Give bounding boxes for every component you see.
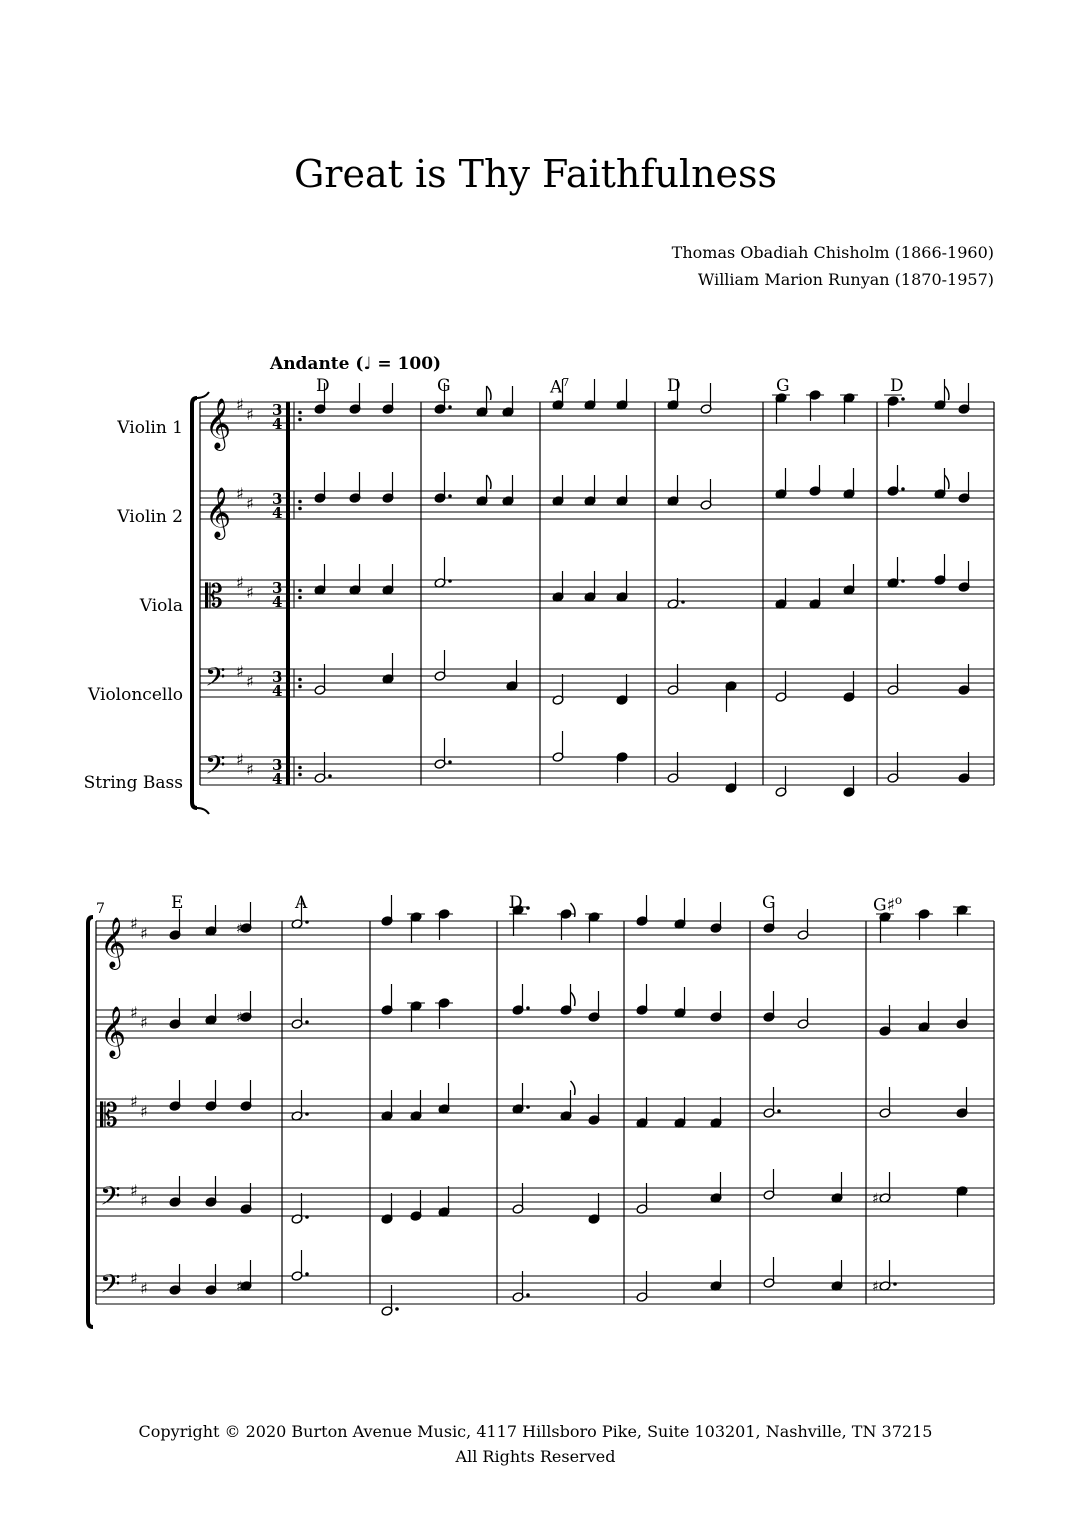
repeat-dot (298, 685, 302, 689)
time-signature: 3 (272, 401, 283, 419)
instrument-label-viola: Viola (139, 596, 183, 616)
copyright-notice: Copyright © 2020 Burton Avenue Music, 4117 Hillsboro Pike, Suite 103201, Nashville, TN 37215 (138, 1422, 933, 1441)
repeat-dot (298, 678, 302, 682)
time-signature: 4 (272, 504, 283, 522)
clef-icon: 𝄞 (100, 917, 127, 968)
instrument-label-violin-1: Violin 1 (117, 418, 183, 438)
page-title: Great is Thy Faithfulness (293, 152, 778, 196)
clef-icon: 𝄢 (205, 661, 226, 699)
clef-icon: 𝄞 (205, 398, 232, 449)
bracket-hook (197, 808, 209, 814)
sharp-icon: ♯ (236, 921, 243, 937)
chord-symbol: G (762, 893, 776, 913)
note-head-dot (448, 494, 452, 498)
system-bracket (88, 917, 93, 1327)
lyricist: Thomas Obadiah Chisholm (1866-1960) (671, 243, 994, 262)
sharp-icon: ♯ (872, 1191, 879, 1207)
composer: William Marion Runyan (1870-1957) (697, 270, 994, 289)
time-signature: 3 (272, 579, 283, 597)
sharp-icon: ♯ (246, 494, 254, 513)
rights-notice: All Rights Reserved (455, 1447, 616, 1466)
sharp-icon: ♯ (130, 1092, 138, 1111)
repeat-dot (298, 596, 302, 600)
time-signature: 4 (272, 770, 283, 788)
chord-symbol: A (295, 893, 308, 913)
sharp-icon: ♯ (872, 1279, 879, 1295)
time-signature: 4 (272, 415, 283, 433)
repeat-dot (298, 507, 302, 511)
sharp-icon: ♯ (236, 573, 244, 592)
chord-symbol: G♯$^o$ (873, 893, 903, 916)
chord-symbol: E (171, 893, 184, 913)
note-head-dot (448, 579, 452, 583)
instrument-label-string-bass: String Bass (83, 773, 183, 793)
chord-symbol: D (316, 376, 330, 396)
repeat-dot (298, 418, 302, 422)
sharp-icon: ♯ (140, 1279, 148, 1298)
clef-icon: 𝄡 (100, 1096, 118, 1134)
sharp-icon: ♯ (130, 914, 138, 933)
sharp-icon: ♯ (236, 750, 244, 769)
measure-number: 7 (96, 901, 105, 917)
note-head-dot (305, 1215, 309, 1219)
repeat-dot (298, 773, 302, 777)
note-head-dot (526, 1105, 530, 1109)
note-head-dot (777, 1109, 781, 1113)
note-head-dot (305, 1272, 309, 1276)
chord-symbol: $A^7$ (550, 376, 570, 398)
note-head-dot (328, 774, 332, 778)
tempo-marking: Andante (♩ = 100) (270, 354, 442, 374)
note-head-dot (448, 760, 452, 764)
sharp-icon: ♯ (236, 662, 244, 681)
sharp-icon: ♯ (130, 1181, 138, 1200)
eighth-flag (571, 1081, 576, 1095)
sharp-icon: ♯ (236, 484, 244, 503)
eighth-flag (487, 475, 492, 489)
clef-icon: 𝄡 (205, 577, 223, 615)
note-head-dot (305, 920, 309, 924)
note-head-dot (526, 1293, 530, 1297)
note-head-dot (305, 1020, 309, 1024)
clef-icon: 𝄞 (205, 487, 232, 538)
instrument-label-violin-2: Violin 2 (117, 507, 183, 527)
chord-symbol: G (776, 376, 790, 396)
time-signature: 4 (272, 593, 283, 611)
note-head-dot (395, 1307, 399, 1311)
eighth-flag (487, 386, 492, 400)
time-signature: 3 (272, 756, 283, 774)
system-bracket (192, 398, 197, 808)
instrument-label-violoncello: Violoncello (88, 685, 183, 705)
clef-icon: 𝄢 (205, 749, 226, 787)
sharp-icon: ♯ (246, 672, 254, 691)
sharp-icon: ♯ (140, 924, 148, 943)
sharp-icon: ♯ (246, 583, 254, 602)
clef-icon: 𝄢 (100, 1180, 121, 1218)
clef-icon: 𝄞 (100, 1006, 127, 1057)
repeat-dot (298, 411, 302, 415)
note-head-dot (893, 1282, 897, 1286)
sharp-icon: ♯ (236, 1279, 243, 1295)
note-head-dot (448, 405, 452, 409)
time-signature: 4 (272, 682, 283, 700)
sharp-icon: ♯ (246, 405, 254, 424)
eighth-flag (571, 992, 576, 1006)
note-head-dot (681, 600, 685, 604)
time-signature: 3 (272, 668, 283, 686)
sharp-icon: ♯ (236, 395, 244, 414)
note-head-dot (526, 1006, 530, 1010)
repeat-dot (298, 766, 302, 770)
chord-symbol: D (667, 376, 681, 396)
repeat-dot (298, 589, 302, 593)
sharp-icon: ♯ (236, 1010, 243, 1026)
chord-symbol: D (509, 893, 523, 913)
note-head-dot (901, 487, 905, 491)
clef-icon: 𝄢 (100, 1268, 121, 1306)
note-head-dot (901, 579, 905, 583)
note-head-dot (901, 397, 905, 401)
sharp-icon: ♯ (130, 1269, 138, 1288)
sharp-icon: ♯ (140, 1013, 148, 1032)
chord-symbol: G (437, 376, 451, 396)
sharp-icon: ♯ (140, 1191, 148, 1210)
repeat-dot (298, 500, 302, 504)
sharp-icon: ♯ (130, 1003, 138, 1022)
eighth-flag (945, 475, 950, 489)
note-head-dot (305, 1112, 309, 1116)
sharp-icon: ♯ (140, 1102, 148, 1121)
time-signature: 3 (272, 490, 283, 508)
chord-symbol: D (890, 376, 904, 396)
sharp-icon: ♯ (246, 760, 254, 779)
eighth-flag (945, 386, 950, 400)
